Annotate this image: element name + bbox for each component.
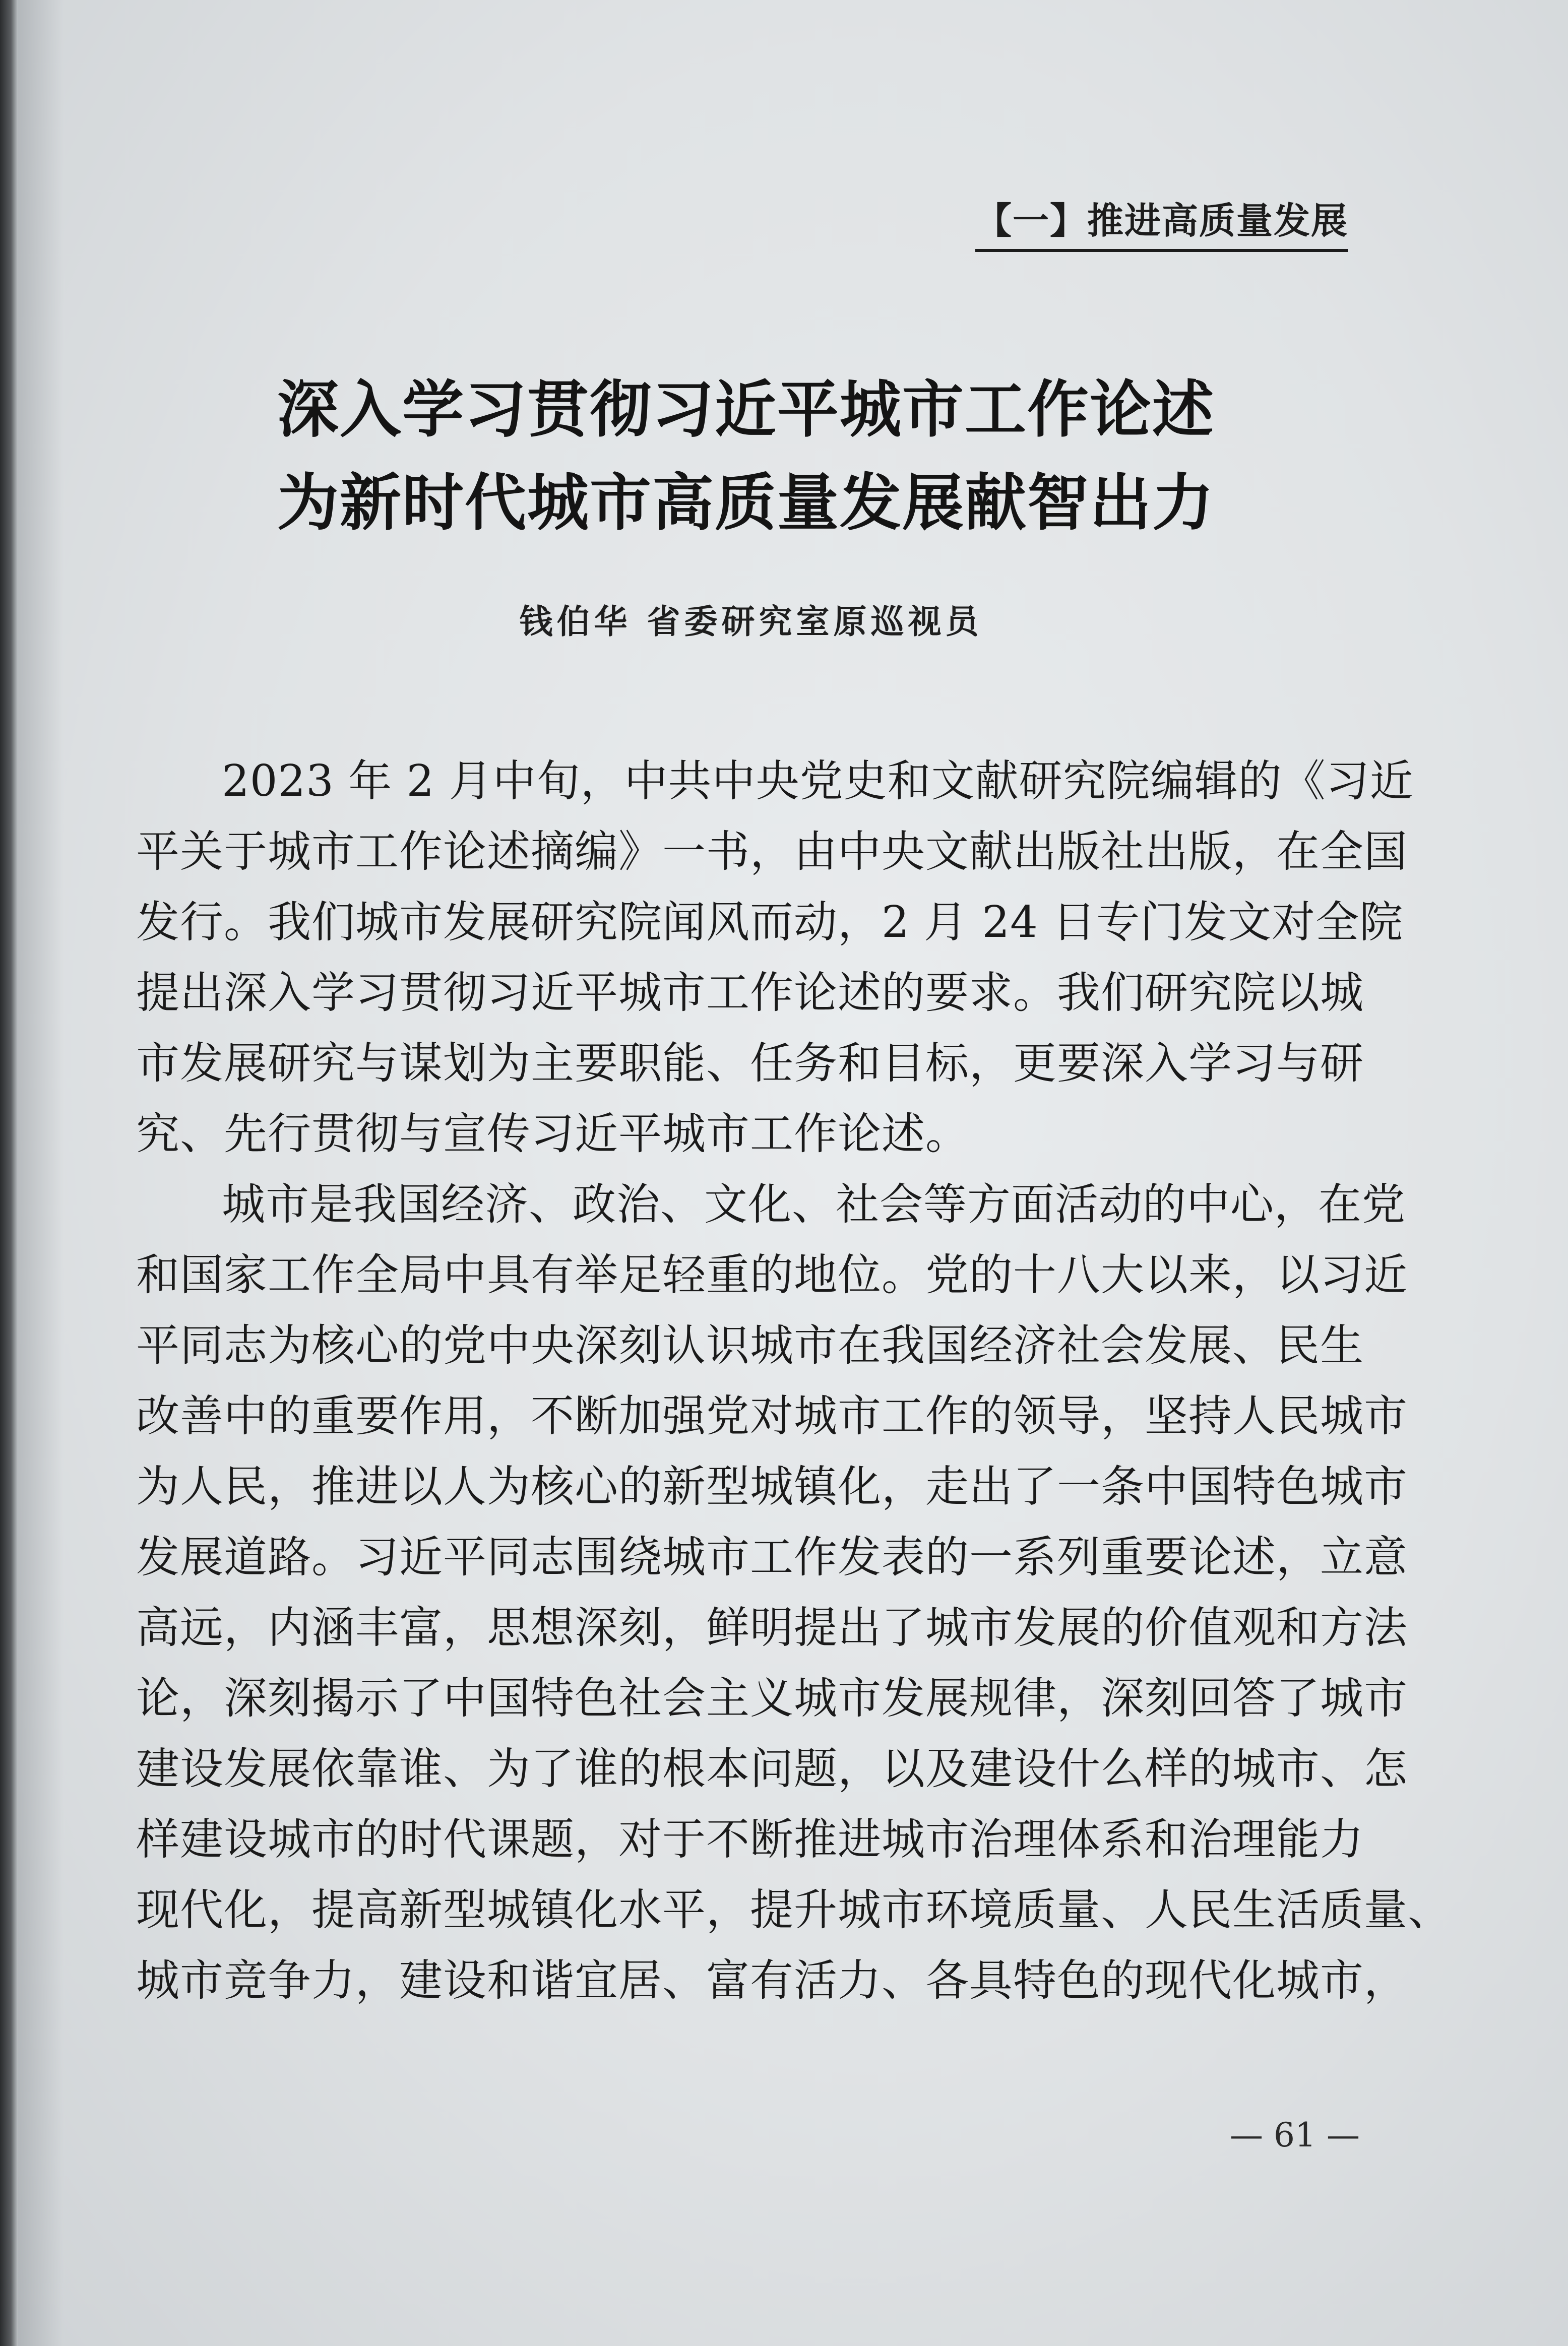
- body-text-line: 和国家工作全局中具有举足轻重的地位。党的十八大以来，以习近: [136, 1250, 1408, 1300]
- article-title-line-2: 为新时代城市高质量发展献智出力: [277, 466, 1215, 539]
- body-text-line: 改善中的重要作用，不断加强党对城市工作的领导，坚持人民城市: [136, 1391, 1408, 1441]
- body-text-line: 发行。我们城市发展研究院闻风而动，2 月 24 日专门发文对全院: [136, 897, 1404, 947]
- body-text-line: 城市竞争力，建设和谐宜居、富有活力、各具特色的现代化城市，: [136, 1955, 1408, 2006]
- body-text-line: 平同志为核心的党中央深刻认识城市在我国经济社会发展、民生: [136, 1320, 1364, 1371]
- author-byline: 钱伯华 省委研究室原巡视员: [519, 602, 983, 641]
- body-text-line: 样建设城市的时代课题，对于不断推进城市治理体系和治理能力: [136, 1814, 1364, 1865]
- page-number: — 61 —: [1230, 2116, 1360, 2154]
- body-text-line: 现代化，提高新型城镇化水平，提升城市环境质量、人民生活质量、: [136, 1885, 1452, 1935]
- body-text-line: 2023 年 2 月中旬，中共中央党史和文献研究院编辑的《习近: [222, 756, 1414, 806]
- body-text-line: 提出深入学习贯彻习近平城市工作论述的要求。我们研究院以城: [136, 968, 1364, 1018]
- section-header: 【一】推进高质量发展: [975, 192, 1348, 252]
- book-spine-edge: [0, 0, 18, 2346]
- body-text-line: 为人民，推进以人为核心的新型城镇化，走出了一条中国特色城市: [136, 1462, 1408, 1512]
- body-text-line: 城市是我国经济、政治、文化、社会等方面活动的中心，在党: [222, 1179, 1406, 1230]
- body-text-line: 建设发展依靠谁、为了谁的根本问题，以及建设什么样的城市、怎: [136, 1744, 1408, 1794]
- body-text-line: 高远，内涵丰富，思想深刻，鲜明提出了城市发展的价值观和方法: [136, 1603, 1408, 1653]
- body-text-line: 论，深刻揭示了中国特色社会主义城市发展规律，深刻回答了城市: [136, 1673, 1408, 1724]
- body-text-line: 究、先行贯彻与宣传习近平城市工作论述。: [136, 1109, 969, 1159]
- body-text-line: 市发展研究与谋划为主要职能、任务和目标，更要深入学习与研: [136, 1038, 1364, 1089]
- page-gutter-shadow: [18, 0, 64, 2346]
- article-title-line-1: 深入学习贯彻习近平城市工作论述: [277, 373, 1215, 446]
- body-text-line: 平关于城市工作论述摘编》一书，由中央文献出版社出版，在全国: [136, 827, 1408, 877]
- body-text-line: 发展道路。习近平同志围绕城市工作发表的一系列重要论述，立意: [136, 1532, 1408, 1582]
